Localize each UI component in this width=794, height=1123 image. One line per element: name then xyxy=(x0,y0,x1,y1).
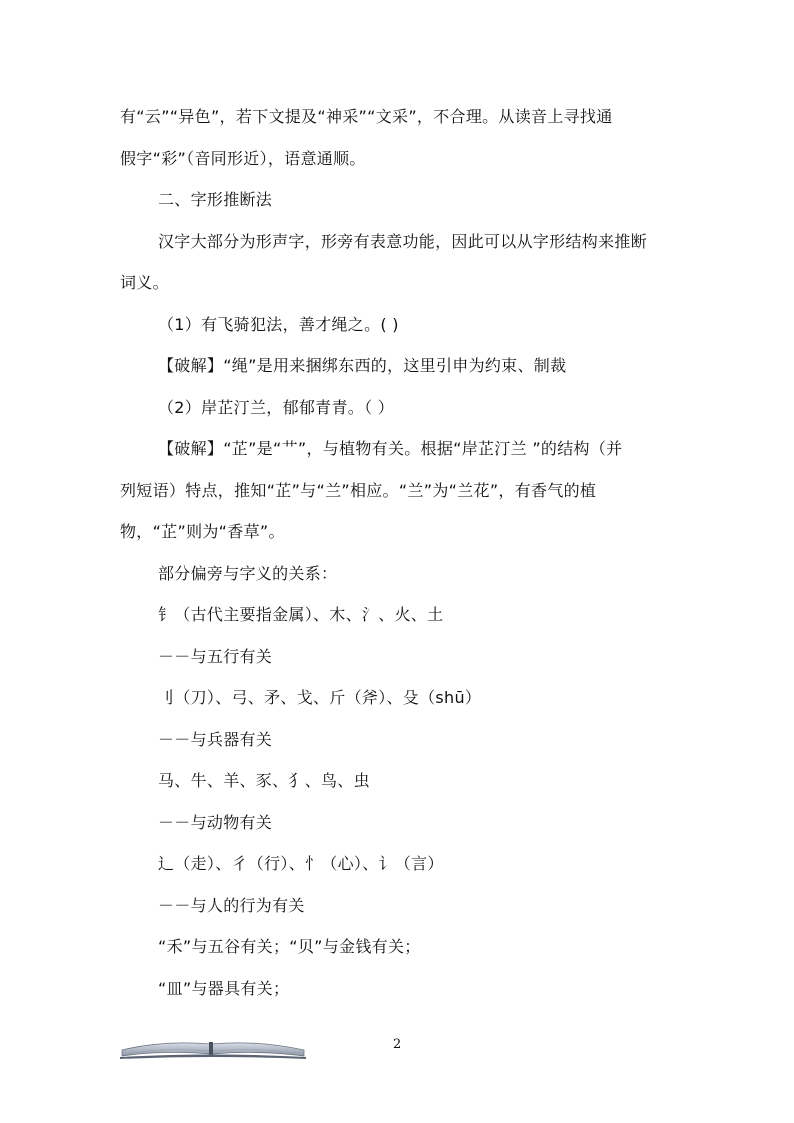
radicals-weapons-note: －－与兵器有关 xyxy=(158,730,273,749)
text-line-4: 汉字大部分为形声字，形旁有表意功能，因此可以从字形结构来推断 xyxy=(158,232,648,251)
explanation-2-line-1: 【破解】“芷”是“艹”，与植物有关。根据“岸芷汀兰 ”的结构（并 xyxy=(158,439,623,458)
text-line-1: 有“云”“异色”，若下文提及“神采”“文采”，不合理。从读音上寻找通 xyxy=(120,107,613,126)
radicals-heading: 部分偏旁与字义的关系： xyxy=(158,564,338,583)
page-number: 2 xyxy=(393,1037,402,1052)
radicals-animals-note: －－与动物有关 xyxy=(158,813,273,832)
open-book-icon xyxy=(118,1030,308,1060)
example-2: （2）岸芷汀兰，郁郁青青。（ ） xyxy=(158,398,395,417)
explanation-2-line-3: 物，“芷”则为“香草”。 xyxy=(120,522,285,541)
radicals-vessels: “皿”与器具有关； xyxy=(158,979,290,998)
radicals-animals: 马、牛、羊、豕、犭、鸟、虫 xyxy=(158,771,370,790)
explanation-2-line-2: 列短语）特点，推知“芷”与“兰”相应。“兰”为“兰花”，有香气的植 xyxy=(120,481,597,500)
text-line-2: 假字“彩”（音同形近），语意通顺。 xyxy=(120,149,366,168)
radicals-five-elements-note: －－与五行有关 xyxy=(158,647,273,666)
example-1: （1）有飞骑犯法，善才绳之。( ) xyxy=(158,315,399,334)
radicals-grain-money: “禾”与五谷有关；“贝”与金钱有关； xyxy=(158,937,421,956)
radicals-five-elements: 钅（古代主要指金属）、木、氵、火、土 xyxy=(158,605,444,624)
section-heading: 二、字形推断法 xyxy=(158,190,273,209)
explanation-1: 【破解】“绳”是用来捆绑东西的，这里引申为约束、制裁 xyxy=(158,356,567,375)
radicals-behavior: 辶（走）、彳（行）、忄（心）、讠（言） xyxy=(158,854,444,873)
radicals-weapons: 刂（刀）、弓、矛、戈、斤（斧）、殳（shū） xyxy=(158,688,482,707)
text-line-5: 词义。 xyxy=(120,273,169,292)
radicals-behavior-note: －－与人的行为有关 xyxy=(158,896,305,915)
